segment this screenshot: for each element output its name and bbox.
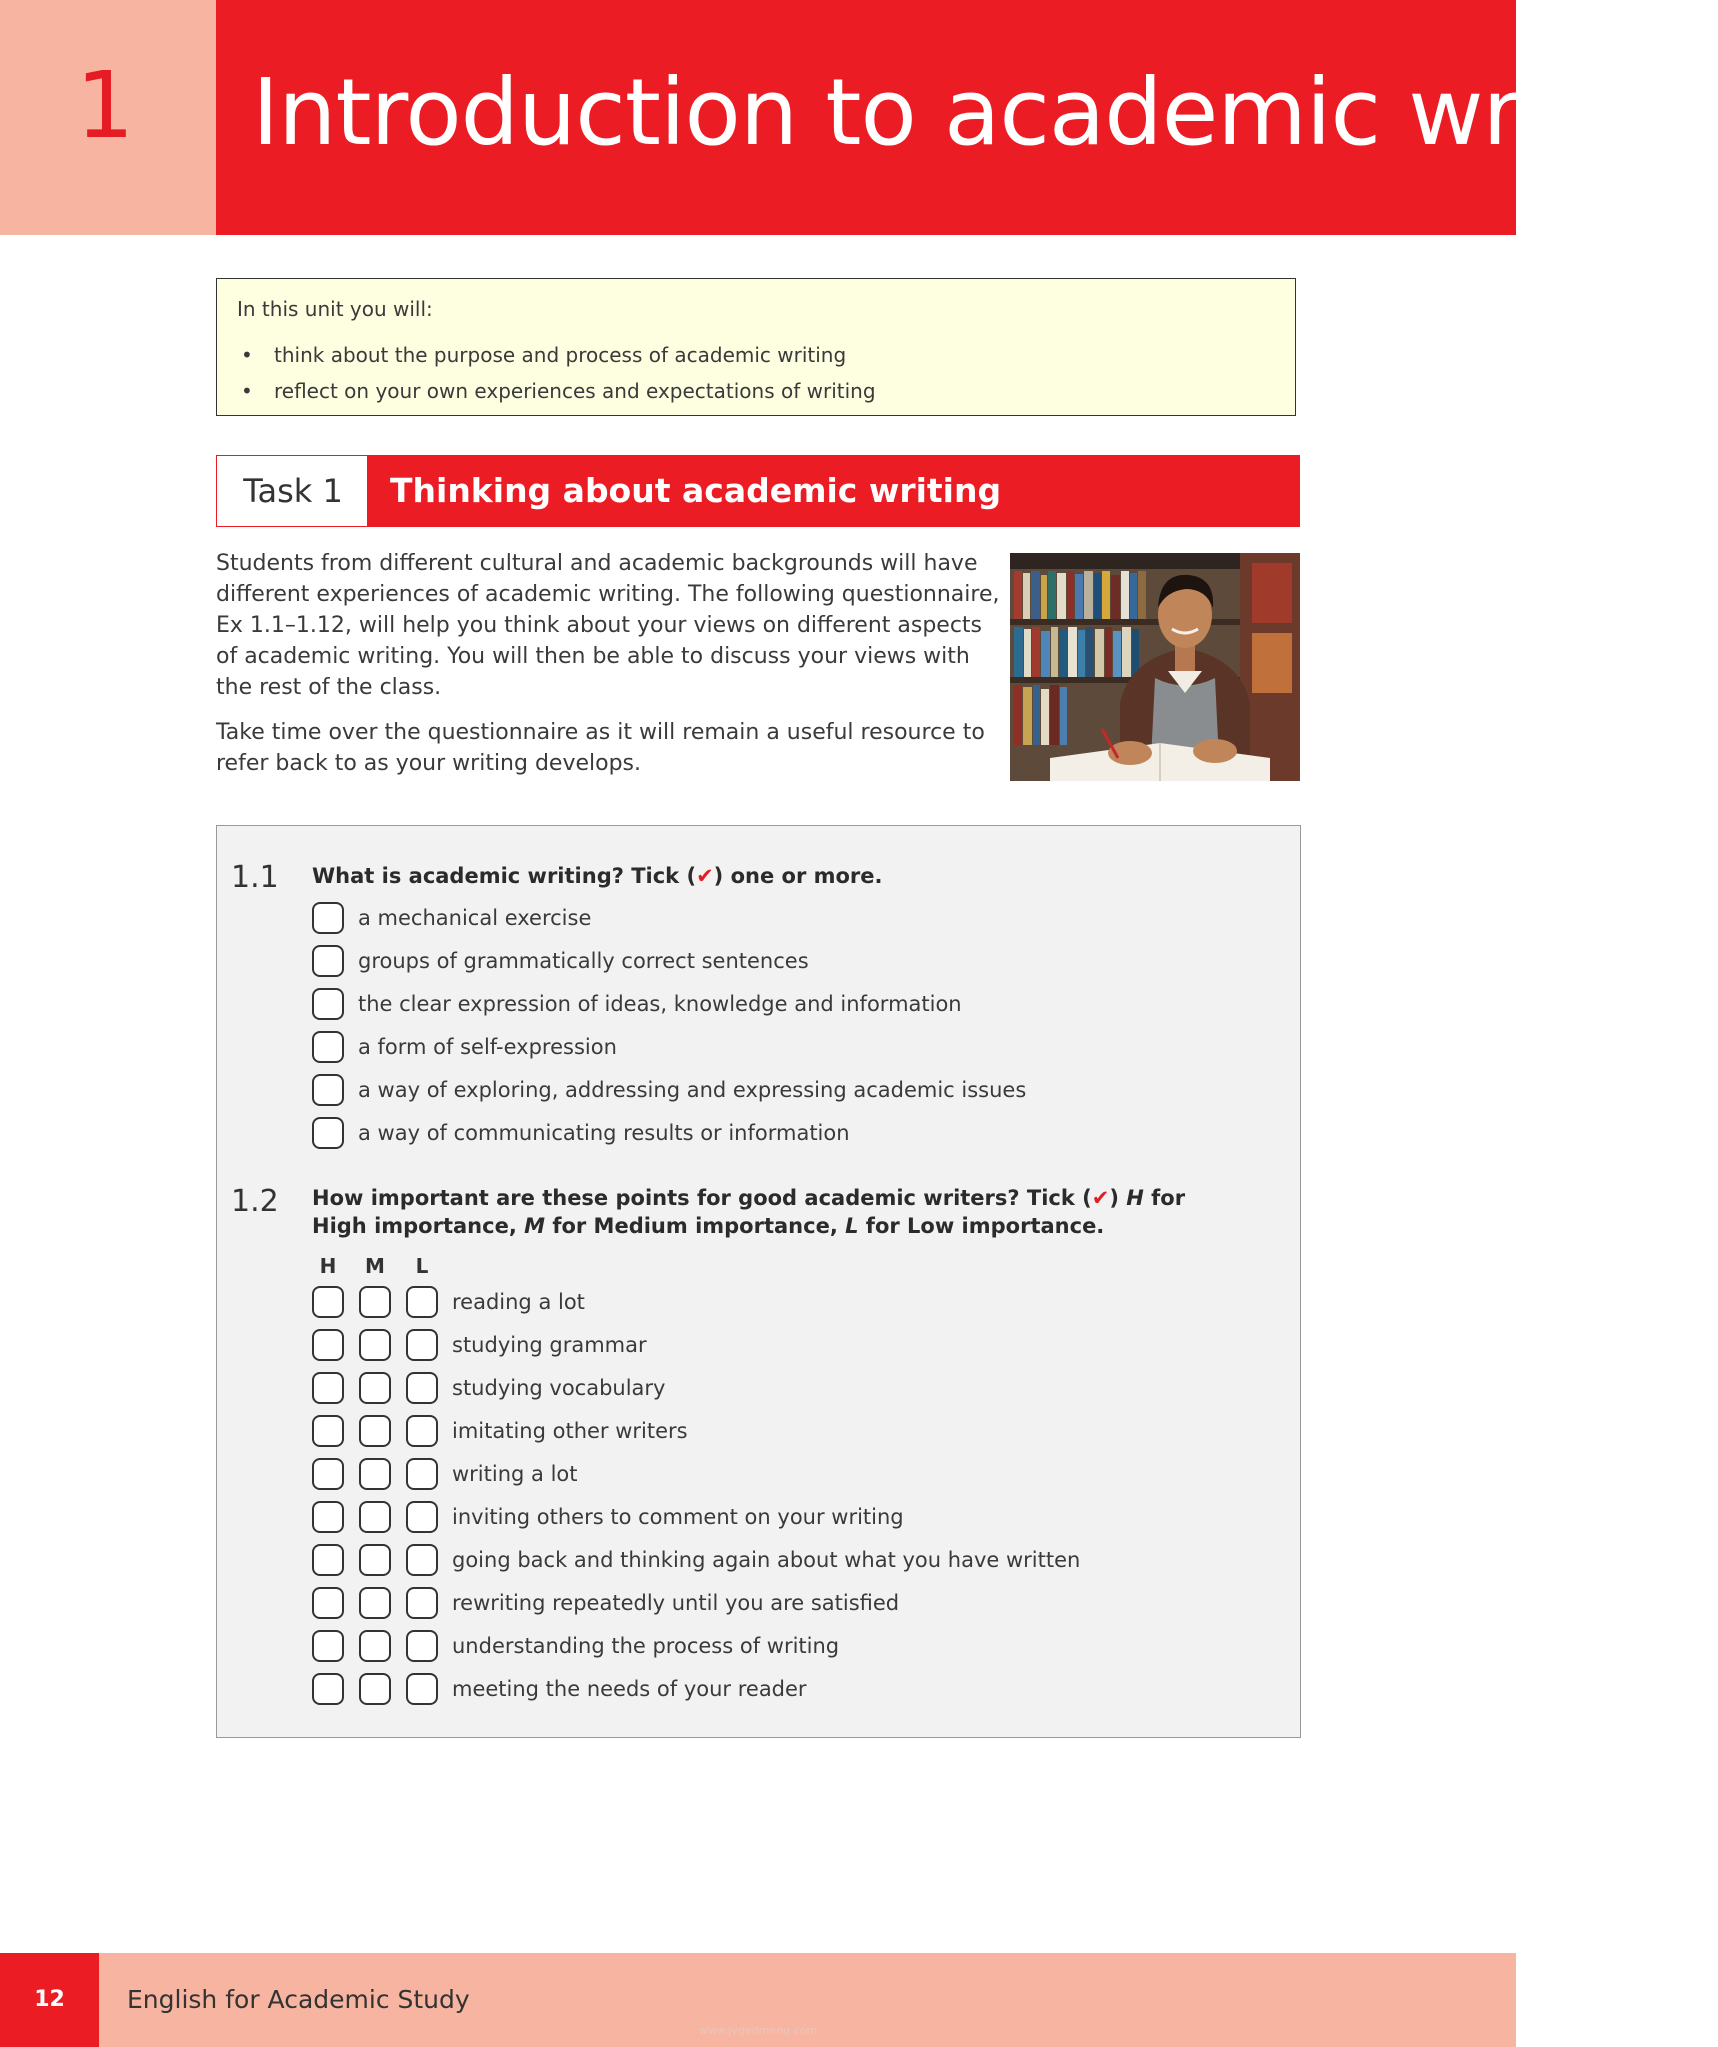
option-label: groups of grammatically correct sentences	[358, 949, 809, 973]
checkbox-high[interactable]	[312, 1286, 344, 1318]
answer-option	[312, 1031, 617, 1067]
task-header	[216, 455, 1300, 527]
prompt-text: How important are these points for good academic writers? Tick (	[312, 1186, 1092, 1210]
prompt-letter: M	[524, 1214, 546, 1238]
rating-label: rewriting repeatedly until you are satisfied	[452, 1591, 900, 1615]
answer-option	[312, 902, 592, 938]
checkbox-low[interactable]	[406, 1501, 438, 1533]
answer-option	[312, 988, 962, 1024]
question-prompt	[312, 1184, 1242, 1240]
checkbox-high[interactable]	[312, 1673, 344, 1705]
task-title: Thinking about academic writing	[390, 471, 1002, 510]
checkbox[interactable]	[312, 1031, 344, 1063]
checkbox-high[interactable]	[312, 1630, 344, 1662]
answer-option	[312, 945, 809, 981]
checkbox[interactable]	[312, 1074, 344, 1106]
task-label-box	[216, 455, 368, 527]
tick-icon: ✔	[696, 864, 714, 888]
rating-row	[312, 1286, 585, 1322]
checkbox[interactable]	[312, 1117, 344, 1149]
student-photo	[1010, 553, 1300, 781]
aims-list	[237, 337, 876, 409]
rating-label: studying grammar	[452, 1333, 647, 1357]
rating-row	[312, 1372, 666, 1408]
questionnaire-panel	[216, 825, 1301, 1738]
aims-intro: In this unit you will:	[237, 297, 433, 321]
option-label: a way of communicating results or information	[358, 1121, 850, 1145]
checkbox-high[interactable]	[312, 1544, 344, 1576]
checkbox[interactable]	[312, 945, 344, 977]
bullet-icon: •	[241, 379, 253, 403]
column-header-low: L	[415, 1254, 429, 1278]
rating-row	[312, 1329, 647, 1365]
checkbox-high[interactable]	[312, 1329, 344, 1361]
checkbox-medium[interactable]	[359, 1630, 391, 1662]
checkbox-low[interactable]	[406, 1630, 438, 1662]
intro-paragraph: Students from different cultural and academic backgrounds will have different experiences of academic writing. The following questionnaire, Ex 1.1–1.12, will help you think about your views on different aspects of academic writing. You will then be able to discuss your views with the rest of the class.	[216, 551, 1000, 700]
student-reading-illustration	[1010, 553, 1300, 781]
question-number: 1.2	[231, 1184, 279, 1219]
option-label: a form of self-expression	[358, 1035, 617, 1059]
book-title: English for Academic Study	[127, 1985, 470, 2014]
checkbox-low[interactable]	[406, 1544, 438, 1576]
checkbox-low[interactable]	[406, 1415, 438, 1447]
checkbox-medium[interactable]	[359, 1415, 391, 1447]
answer-option	[312, 1074, 1027, 1110]
question-prompt	[312, 862, 1242, 890]
watermark: www.jygedmeng.com	[698, 2024, 818, 2037]
checkbox-low[interactable]	[406, 1329, 438, 1361]
rating-label: inviting others to comment on your writing	[452, 1505, 904, 1529]
aims-item-text: reflect on your own experiences and expectations of writing	[274, 379, 876, 403]
prompt-text: ) one or more.	[713, 864, 883, 888]
unit-number-panel	[0, 0, 216, 235]
checkbox[interactable]	[312, 902, 344, 934]
prompt-text: for Low importance.	[858, 1214, 1105, 1238]
answer-option	[312, 1117, 850, 1153]
task-title-banner	[368, 455, 1300, 527]
rating-row	[312, 1544, 1081, 1580]
checkbox-medium[interactable]	[359, 1501, 391, 1533]
checkbox-medium[interactable]	[359, 1458, 391, 1490]
checkbox-high[interactable]	[312, 1372, 344, 1404]
checkbox-low[interactable]	[406, 1372, 438, 1404]
column-header-medium: M	[365, 1254, 385, 1278]
prompt-text: for Medium importance,	[545, 1214, 846, 1238]
rating-row	[312, 1673, 807, 1709]
aims-item	[237, 373, 876, 409]
checkbox[interactable]	[312, 988, 344, 1020]
checkbox-medium[interactable]	[359, 1329, 391, 1361]
rating-label: understanding the process of writing	[452, 1634, 840, 1658]
question-number: 1.1	[231, 860, 279, 895]
column-header-high: H	[319, 1254, 337, 1278]
checkbox-low[interactable]	[406, 1587, 438, 1619]
rating-label: going back and thinking again about what you have written	[452, 1548, 1081, 1572]
unit-aims-box	[216, 278, 1296, 416]
checkbox-low[interactable]	[406, 1458, 438, 1490]
checkbox-high[interactable]	[312, 1501, 344, 1533]
checkbox-medium[interactable]	[359, 1544, 391, 1576]
rating-row	[312, 1630, 840, 1666]
tick-icon: ✔	[1091, 1186, 1110, 1210]
rating-label: meeting the needs of your reader	[452, 1677, 807, 1701]
rating-label: studying vocabulary	[452, 1376, 666, 1400]
option-label: a way of exploring, addressing and expressing academic issues	[358, 1078, 1027, 1102]
option-label: the clear expression of ideas, knowledge and information	[358, 992, 962, 1016]
rating-row	[312, 1501, 904, 1537]
checkbox-low[interactable]	[406, 1286, 438, 1318]
prompt-text: for High importance,	[312, 1186, 1186, 1238]
task-label: Task 1	[243, 472, 343, 510]
aims-item	[237, 337, 876, 373]
prompt-text: )	[1109, 1186, 1127, 1210]
rating-row	[312, 1458, 578, 1494]
intro-paragraph: Take time over the questionnaire as it will remain a useful resource to refer back to as your writing develops.	[216, 720, 985, 776]
unit-number: 1	[75, 52, 135, 159]
prompt-text: What is academic writing? Tick (	[312, 864, 697, 888]
rating-row	[312, 1415, 688, 1451]
checkbox-high[interactable]	[312, 1587, 344, 1619]
rating-row	[312, 1587, 900, 1623]
checkbox-high[interactable]	[312, 1458, 344, 1490]
unit-title-banner	[216, 0, 1718, 235]
aims-item-text: think about the purpose and process of academic writing	[274, 343, 847, 367]
checkbox-medium[interactable]	[359, 1673, 391, 1705]
rating-label: reading a lot	[452, 1290, 585, 1314]
checkbox-medium[interactable]	[359, 1372, 391, 1404]
checkbox-medium[interactable]	[359, 1587, 391, 1619]
rating-label: writing a lot	[452, 1462, 578, 1486]
bullet-icon: •	[241, 343, 253, 367]
prompt-letter: H	[1126, 1186, 1144, 1210]
prompt-letter: L	[845, 1214, 859, 1238]
unit-title: Introduction to academic writing	[252, 59, 1718, 166]
option-label: a mechanical exercise	[358, 906, 592, 930]
checkbox-medium[interactable]	[359, 1286, 391, 1318]
rating-label: imitating other writers	[452, 1419, 688, 1443]
checkbox-high[interactable]	[312, 1415, 344, 1447]
page-number: 12	[34, 1987, 65, 2012]
task-intro	[216, 548, 1006, 793]
checkbox-low[interactable]	[406, 1673, 438, 1705]
